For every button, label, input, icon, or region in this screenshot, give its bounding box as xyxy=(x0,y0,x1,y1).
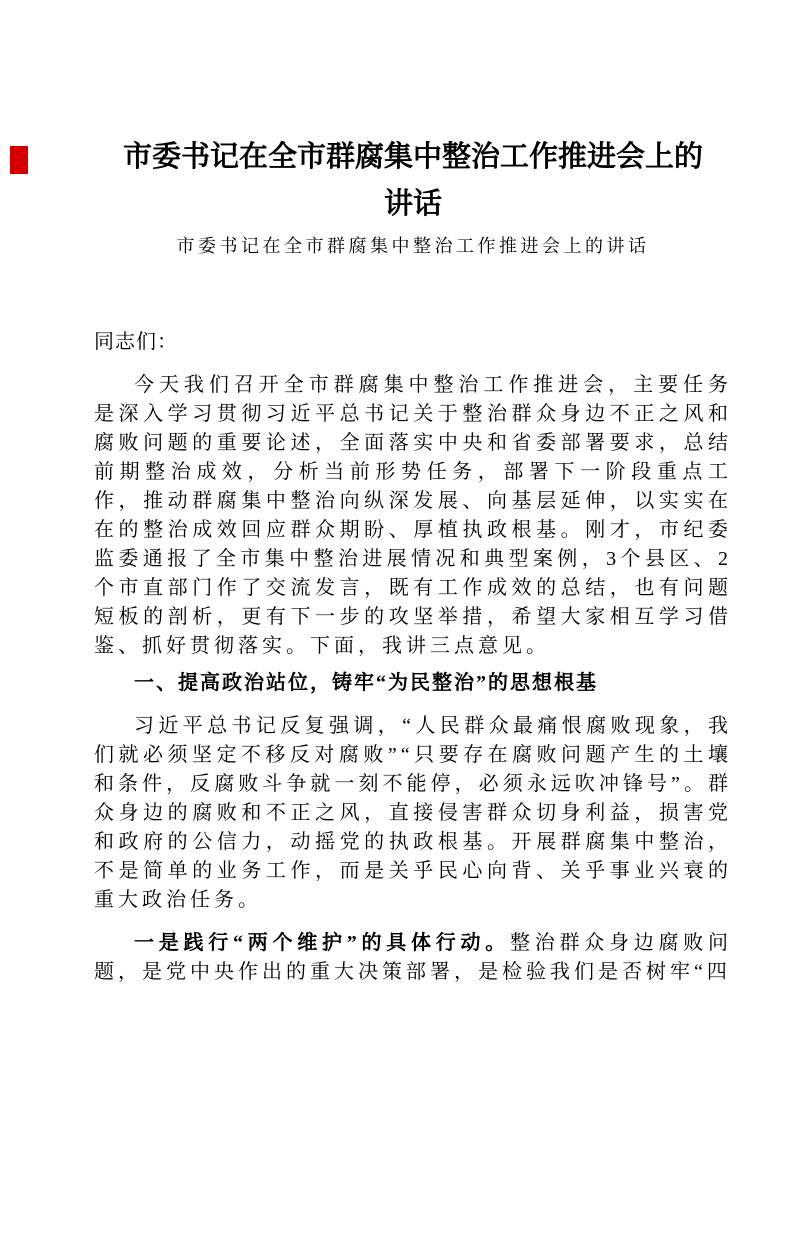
opening-paragraph: 今天我们召开全市群腐集中整治工作推进会，主要任务是深入学习贯彻习近平总书记关于整治群众身边不正之风和腐败问题的重要论述，全面落实中央和省委部署要求，总结前期整治成效，分析当前形势任务，部署下一阶段重点工作，推动群腐集中整治向纵深发展、向基层延伸，以实实在在的整治成效回应群众期盼、厚植执政根基。刚才，市纪委监委通报了全市集中整治进展情况和典型案例，3个县区、2个市直部门作了交流发言，既有工作成效的总结，也有问题短板的剖析，更有下一步的攻坚举措，希望大家相互学习借鉴、抓好贯彻落实。下面，我讲三点意见。 xyxy=(94,374,732,657)
section-1-heading: 一、提高政治站位，铸牢“为民整治”的思想根基 xyxy=(134,672,598,694)
salutation: 同志们： xyxy=(94,331,178,353)
point-1-text: 整治群众身边腐败问题，是党中央作出的重大决策部署，是检验我们是否树牢“四 xyxy=(94,932,732,983)
section-1-paragraph: 习近平总书记反复强调，“人民群众最痛恨腐败现象，我们就必须坚定不移反对腐败”“只要存在腐败问题产生的土壤和条件，反腐败斗争就一刻不能停，必须永远吹冲锋号”。群众身边的腐败和不正之风，直接侵害群众切身利益，损害党和政府的公信力，动摇党的执政根基。开展群腐集中整治，不是简单的业务工作，而是关乎民心向背、关乎事业兴衰的重大政治任务。 xyxy=(94,715,732,911)
document-content xyxy=(94,134,732,987)
section-1-point-1-paragraph xyxy=(94,929,732,987)
red-stamp-marker xyxy=(10,146,28,174)
document-page xyxy=(0,134,793,1255)
point-1-lead: 一是践行“两个维护”的具体行动。 xyxy=(134,932,510,954)
document-title: 市委书记在全市群腐集中整治工作推进会上的讲话 xyxy=(122,141,703,220)
document-subtitle: 市委书记在全市群腐集中整治工作推进会上的讲话 xyxy=(176,236,650,256)
